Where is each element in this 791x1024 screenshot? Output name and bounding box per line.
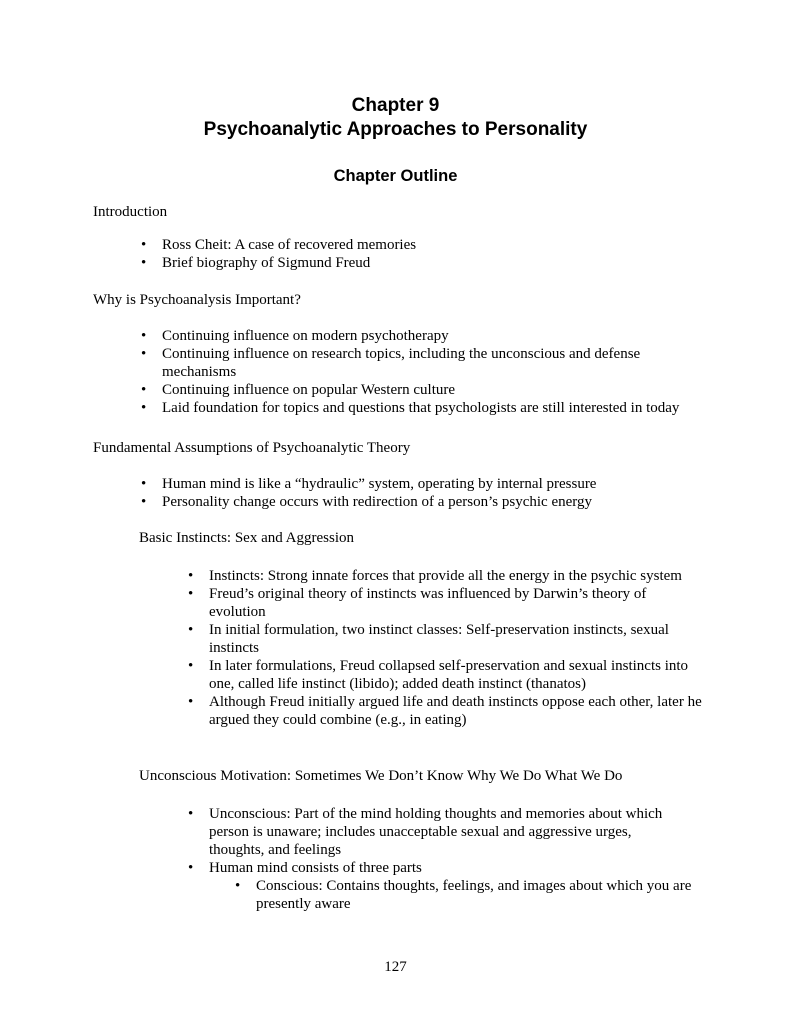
list-item: • Personality change occurs with redirection of a person’s psychic energy — [141, 494, 593, 510]
list-item: • Unconscious: Part of the mind holding thoughts and memories about which person is unaware; includes unacceptable sexual and aggressive urges, thoughts, and feelings — [188, 806, 663, 858]
section-heading-introduction: Introduction — [93, 204, 168, 220]
bullet-icon: • — [141, 346, 147, 362]
outline-heading: Chapter Outline — [333, 167, 458, 185]
bullet-icon: • — [141, 494, 147, 510]
bullet-icon: • — [141, 382, 147, 398]
list-item: • Conscious: Contains thoughts, feelings, and images about which you are presently aware — [235, 878, 692, 912]
list-item: • In initial formulation, two instinct classes: Self-preservation instincts, sexual instincts — [188, 622, 669, 656]
instincts-list — [188, 567, 704, 729]
bullet-icon: • — [141, 400, 147, 416]
bullet-icon: • — [188, 658, 194, 674]
list-item: • Continuing influence on research topics, including the unconscious and defense mechanisms — [141, 346, 641, 380]
section-heading-assumptions: Fundamental Assumptions of Psychoanalytic Theory — [93, 440, 411, 456]
bullet-icon: • — [141, 328, 147, 344]
assumptions-list — [141, 475, 722, 511]
list-item: • Brief biography of Sigmund Freud — [141, 255, 371, 271]
bullet-icon: • — [188, 860, 194, 876]
bullet-icon: • — [188, 586, 194, 602]
importance-list — [141, 327, 704, 417]
section-heading-importance: Why is Psychoanalysis Important? — [93, 292, 301, 308]
list-item: • In later formulations, Freud collapsed self-preservation and sexual instincts into one, called life instinct (libido); added death instinct (thanatos) — [188, 658, 689, 692]
list-item: • Human mind consists of three parts — [188, 860, 422, 876]
introduction-list — [141, 236, 722, 272]
list-item: • Instincts: Strong innate forces that provide all the energy in the psychic system — [188, 568, 682, 584]
chapter-number: Chapter 9 — [351, 95, 440, 116]
list-item: • Continuing influence on popular Western culture — [141, 382, 456, 398]
chapter-title: Psychoanalytic Approaches to Personality — [203, 119, 588, 140]
subsection-heading-unconscious: Unconscious Motivation: Sometimes We Don’t Know Why We Do What We Do — [139, 768, 623, 784]
list-item: • Laid foundation for topics and questions that psychologists are still interested in today — [141, 400, 680, 416]
page-number: 127 — [384, 959, 407, 975]
subsection-heading-instincts: Basic Instincts: Sex and Aggression — [139, 530, 354, 546]
unconscious-sublist — [235, 877, 696, 913]
list-item: • Although Freud initially argued life and death instincts oppose each other, later he argued they could combine (e.g., in eating) — [188, 694, 702, 728]
bullet-icon: • — [188, 568, 194, 584]
bullet-icon: • — [188, 694, 194, 710]
bullet-icon: • — [141, 476, 147, 492]
bullet-icon: • — [141, 255, 147, 271]
list-item: • Freud’s original theory of instincts was influenced by Darwin’s theory of evolution — [188, 586, 647, 620]
list-item: • Human mind is like a “hydraulic” system, operating by internal pressure — [141, 476, 597, 492]
bullet-icon: • — [235, 878, 241, 894]
bullet-icon: • — [188, 806, 194, 822]
bullet-icon: • — [141, 237, 147, 253]
list-item: • Ross Cheit: A case of recovered memories — [141, 237, 417, 253]
bullet-icon: • — [188, 622, 194, 638]
unconscious-list — [188, 805, 687, 877]
list-item: • Continuing influence on modern psychotherapy — [141, 328, 449, 344]
